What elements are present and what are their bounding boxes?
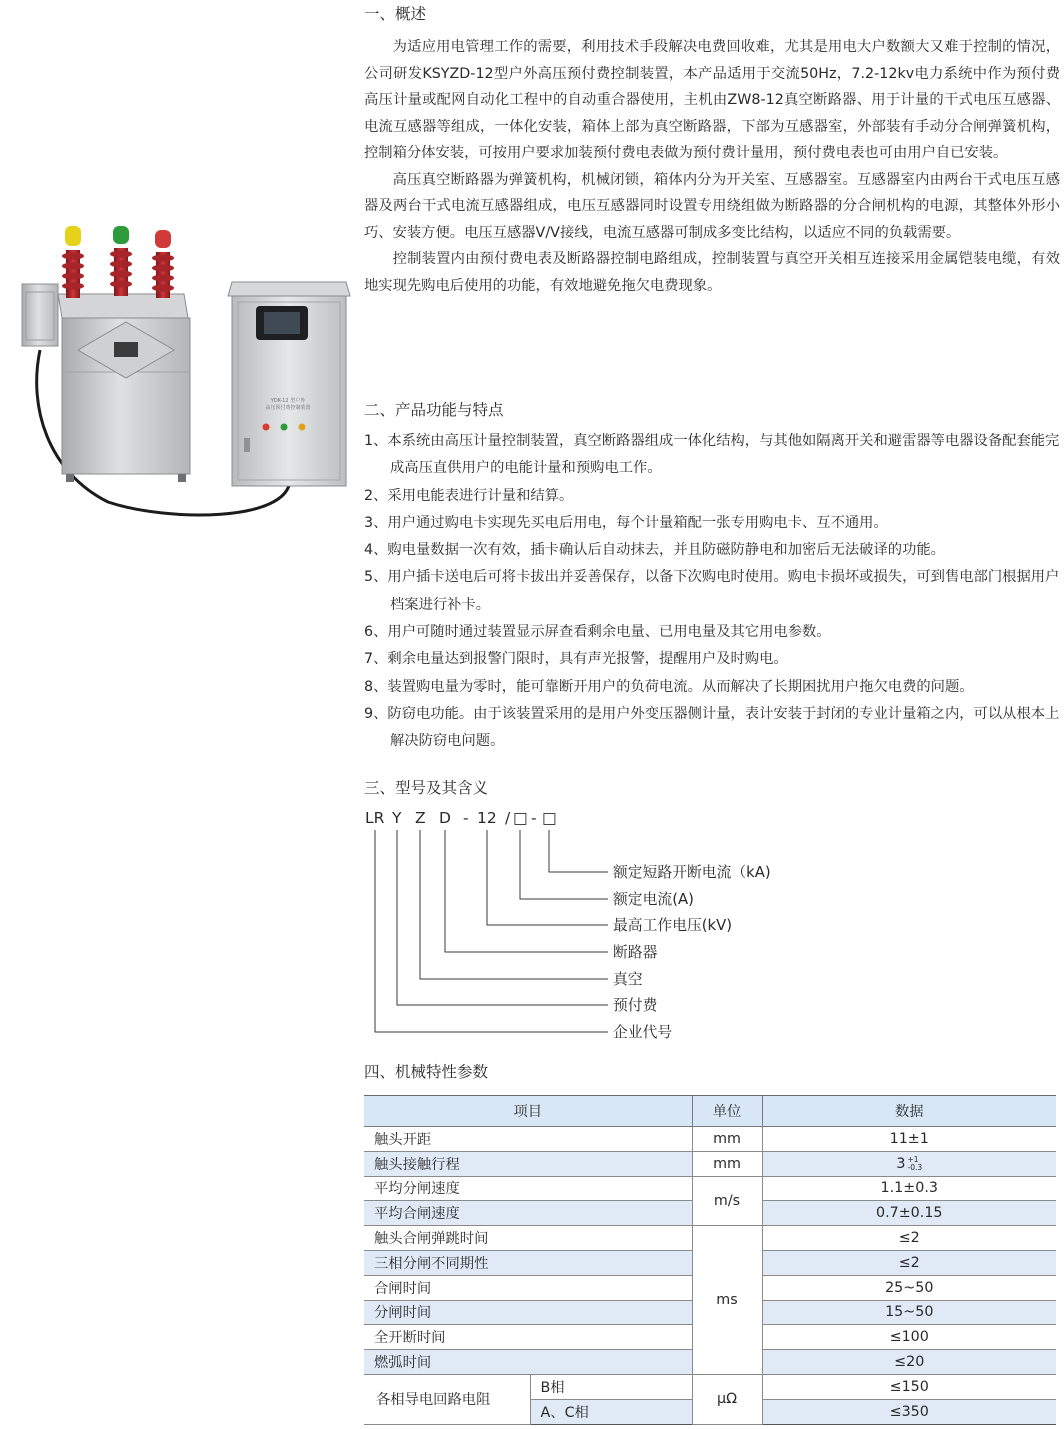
row-value: 0.7±0.15	[762, 1201, 1056, 1226]
model-diagram	[364, 804, 1060, 1054]
cap-green-icon	[113, 226, 129, 244]
row-value: 15~50	[762, 1300, 1056, 1325]
header-unit: 单位	[692, 1096, 762, 1127]
table-row	[364, 1151, 1056, 1176]
model-code-prepaid: Y	[392, 809, 402, 827]
overview-body	[364, 34, 1060, 299]
model-meaning-max-voltage: 最高工作电压(kV)	[613, 917, 733, 934]
feature-item: 8、装置购电量为零时，能可靠断开用户的负荷电流。从而解决了长期困扰用户拖欠电费的问题。	[364, 678, 974, 695]
feature-item: 2、采用电能表进行计量和结算。	[364, 487, 574, 504]
model-meaning-rated-current: 额定电流(A)	[613, 891, 694, 908]
row-value: 11±1	[762, 1127, 1056, 1152]
panel-text-2: 高压预付费控制装置	[265, 405, 311, 411]
row-unit: mm	[692, 1127, 762, 1152]
table-row	[364, 1226, 1056, 1251]
overview-paragraph: 控制装置内由预付费电表及断路器控制电路组成，控制装置与真空开关相互连接采用金属铠装电缆，有效地实现先购电后使用的功能，有效地避免拖欠电费现象。	[364, 251, 1060, 294]
panel-text-1: YDK-12 型户外	[270, 398, 306, 404]
model-meaning-breaker: 断路器	[613, 944, 658, 961]
model-code-breaker: D	[439, 809, 451, 827]
value-main: 3	[896, 1155, 906, 1172]
breaker-side-box	[22, 284, 58, 346]
model-code-breaking: □	[542, 809, 557, 827]
row-item: 平均分闸速度	[364, 1176, 692, 1201]
row-item: 触头合闸弹跳时间	[364, 1226, 692, 1251]
row-item: 全开断时间	[364, 1325, 692, 1350]
model-code-dash: -	[463, 809, 469, 827]
model-code-slash: /	[505, 809, 511, 827]
indicator-red-icon	[263, 424, 270, 431]
row-value: ≤2	[762, 1250, 1056, 1275]
tolerance	[907, 1156, 922, 1171]
tol-minus: -0.3	[907, 1162, 923, 1172]
header-value: 数据	[762, 1096, 1056, 1127]
params-table	[364, 1095, 1056, 1425]
model-code-voltage: 12	[477, 809, 497, 827]
nameplate	[114, 342, 138, 357]
indicator-yellow-icon	[299, 424, 306, 431]
overview-title: 一、概述	[364, 5, 427, 23]
feature-item: 4、购电量数据一次有效，插卡确认后自动抹去，并且防磁防静电和加密后无法破译的功能。	[364, 542, 945, 559]
overview-paragraph: 为适应用电管理工作的需要，利用技术手段解决电费回收难，尤其是用电大户数额大又难于控制的情况，公司研发KSYZD-12型户外高压预付费控制装置，本产品适用于交流50Hz，7.2-12kv电力系统中作为预付费高压计量或配网自动化工程中的自动重合器使用，主机由ZW8-12真空断路器、用于计量的干式电压互感器、电流互感器等组成，一体化安装，箱体上部为真空断路器，下部为互感器室，外部装有手动分合闸弹簧机构，控制箱分体安装，可按用户要求加装预付费电表做为预付费计量用，预付费电表也可由用户自已安装。	[364, 39, 1060, 161]
cap-yellow-icon	[65, 226, 81, 246]
model-meaning-breaking-current: 额定短路开断电流（kA)	[613, 864, 771, 881]
row-value: 1.1±0.3	[762, 1176, 1056, 1201]
features-list	[364, 428, 1060, 756]
row-value: ≤150	[762, 1374, 1056, 1399]
feature-item: 1、本系统由高压计量控制装置，真空断路器组成一体化结构，与其他如隔离开关和避雷器等电器设备配套能完成高压直供用户的电能计量和预购电工作。	[364, 433, 1060, 477]
table-row	[364, 1176, 1056, 1201]
table-row	[364, 1127, 1056, 1152]
model-code-current: □	[513, 809, 528, 827]
product-image	[18, 222, 358, 522]
feature-item: 9、防窃电功能。由于该装置采用的是用户外变压器侧计量，表计安装于封闭的专业计量箱之内，可以从根本上解决防窃电问题。	[364, 705, 1060, 750]
row-item: 触头开距	[364, 1127, 692, 1152]
insulator-middle	[110, 226, 132, 296]
cap-red-icon	[155, 230, 171, 248]
insulator-left	[62, 226, 84, 298]
feature-item: 6、用户可随时通过装置显示屏查看剩余电量、已用电量及其它用电参数。	[364, 624, 831, 641]
row-value: ≤350	[762, 1399, 1056, 1424]
model-title: 三、型号及其含义	[364, 779, 489, 797]
row-item: 平均合闸速度	[364, 1201, 692, 1226]
row-value	[762, 1151, 1056, 1176]
feature-item: 3、用户通过购电卡实现先买电后用电，每个计量箱配一张专用购电卡、互不通用。	[364, 514, 888, 531]
table-row	[364, 1374, 1056, 1399]
features-title: 二、产品功能与特点	[364, 401, 504, 419]
insulator-right	[152, 230, 174, 298]
product-figure	[18, 222, 358, 522]
unit-resistance: μΩ	[692, 1374, 762, 1424]
row-value: ≤100	[762, 1325, 1056, 1350]
row-item: 分闸时间	[364, 1300, 692, 1325]
row-value: ≤20	[762, 1350, 1056, 1375]
row-item: 三相分闸不同期性	[364, 1250, 692, 1275]
model-meaning-vacuum: 真空	[613, 971, 643, 988]
model-code-dash: -	[531, 809, 537, 827]
row-item: 触头接触行程	[364, 1151, 692, 1176]
cabinet-roof	[228, 282, 350, 296]
unit-speed: m/s	[692, 1176, 762, 1226]
row-item: 合闸时间	[364, 1275, 692, 1300]
overview-paragraph: 高压真空断路器为弹簧机构，机械闭锁，箱体内分为开关室、互感器室。互感器室内由两台干式电压互感器及两台干式电流互感器组成，电压互感器同时设置专用绕组做为断路器的分合闸机构的电源，其整体外形小巧、安装方便。电压互感器V/V接线，电流互感器可制成多变比结构，以适应不同的负载需要。	[364, 171, 1060, 241]
model-meaning-company: 企业代号	[613, 1024, 673, 1041]
row-subitem: B相	[530, 1374, 692, 1399]
model-meaning-prepaid: 预付费	[613, 997, 658, 1014]
table-header-row	[364, 1096, 1056, 1127]
feature-item: 7、剩余电量达到报警门限时，具有声光报警，提醒用户及时购电。	[364, 651, 788, 668]
header-item: 项目	[364, 1096, 692, 1127]
row-item: 各相导电回路电阻	[364, 1374, 530, 1424]
row-value: ≤2	[762, 1226, 1056, 1251]
params-title: 四、机械特性参数	[364, 1063, 489, 1081]
unit-time: ms	[692, 1226, 762, 1375]
row-value: 25~50	[762, 1275, 1056, 1300]
feature-item: 5、用户插卡送电后可将卡拔出并妥善保存，以备下次购电时使用。购电卡损坏或损失，可到售电部门根据用户档案进行补卡。	[364, 569, 1060, 613]
row-unit: mm	[692, 1151, 762, 1176]
row-subitem: A、C相	[530, 1399, 692, 1424]
model-code-vacuum: Z	[415, 809, 426, 827]
tol-plus: +1	[907, 1155, 919, 1165]
model-code-company: LR	[365, 809, 385, 827]
indicator-green-icon	[281, 424, 288, 431]
cabinet-handle	[244, 438, 250, 452]
row-item: 燃弧时间	[364, 1350, 692, 1375]
